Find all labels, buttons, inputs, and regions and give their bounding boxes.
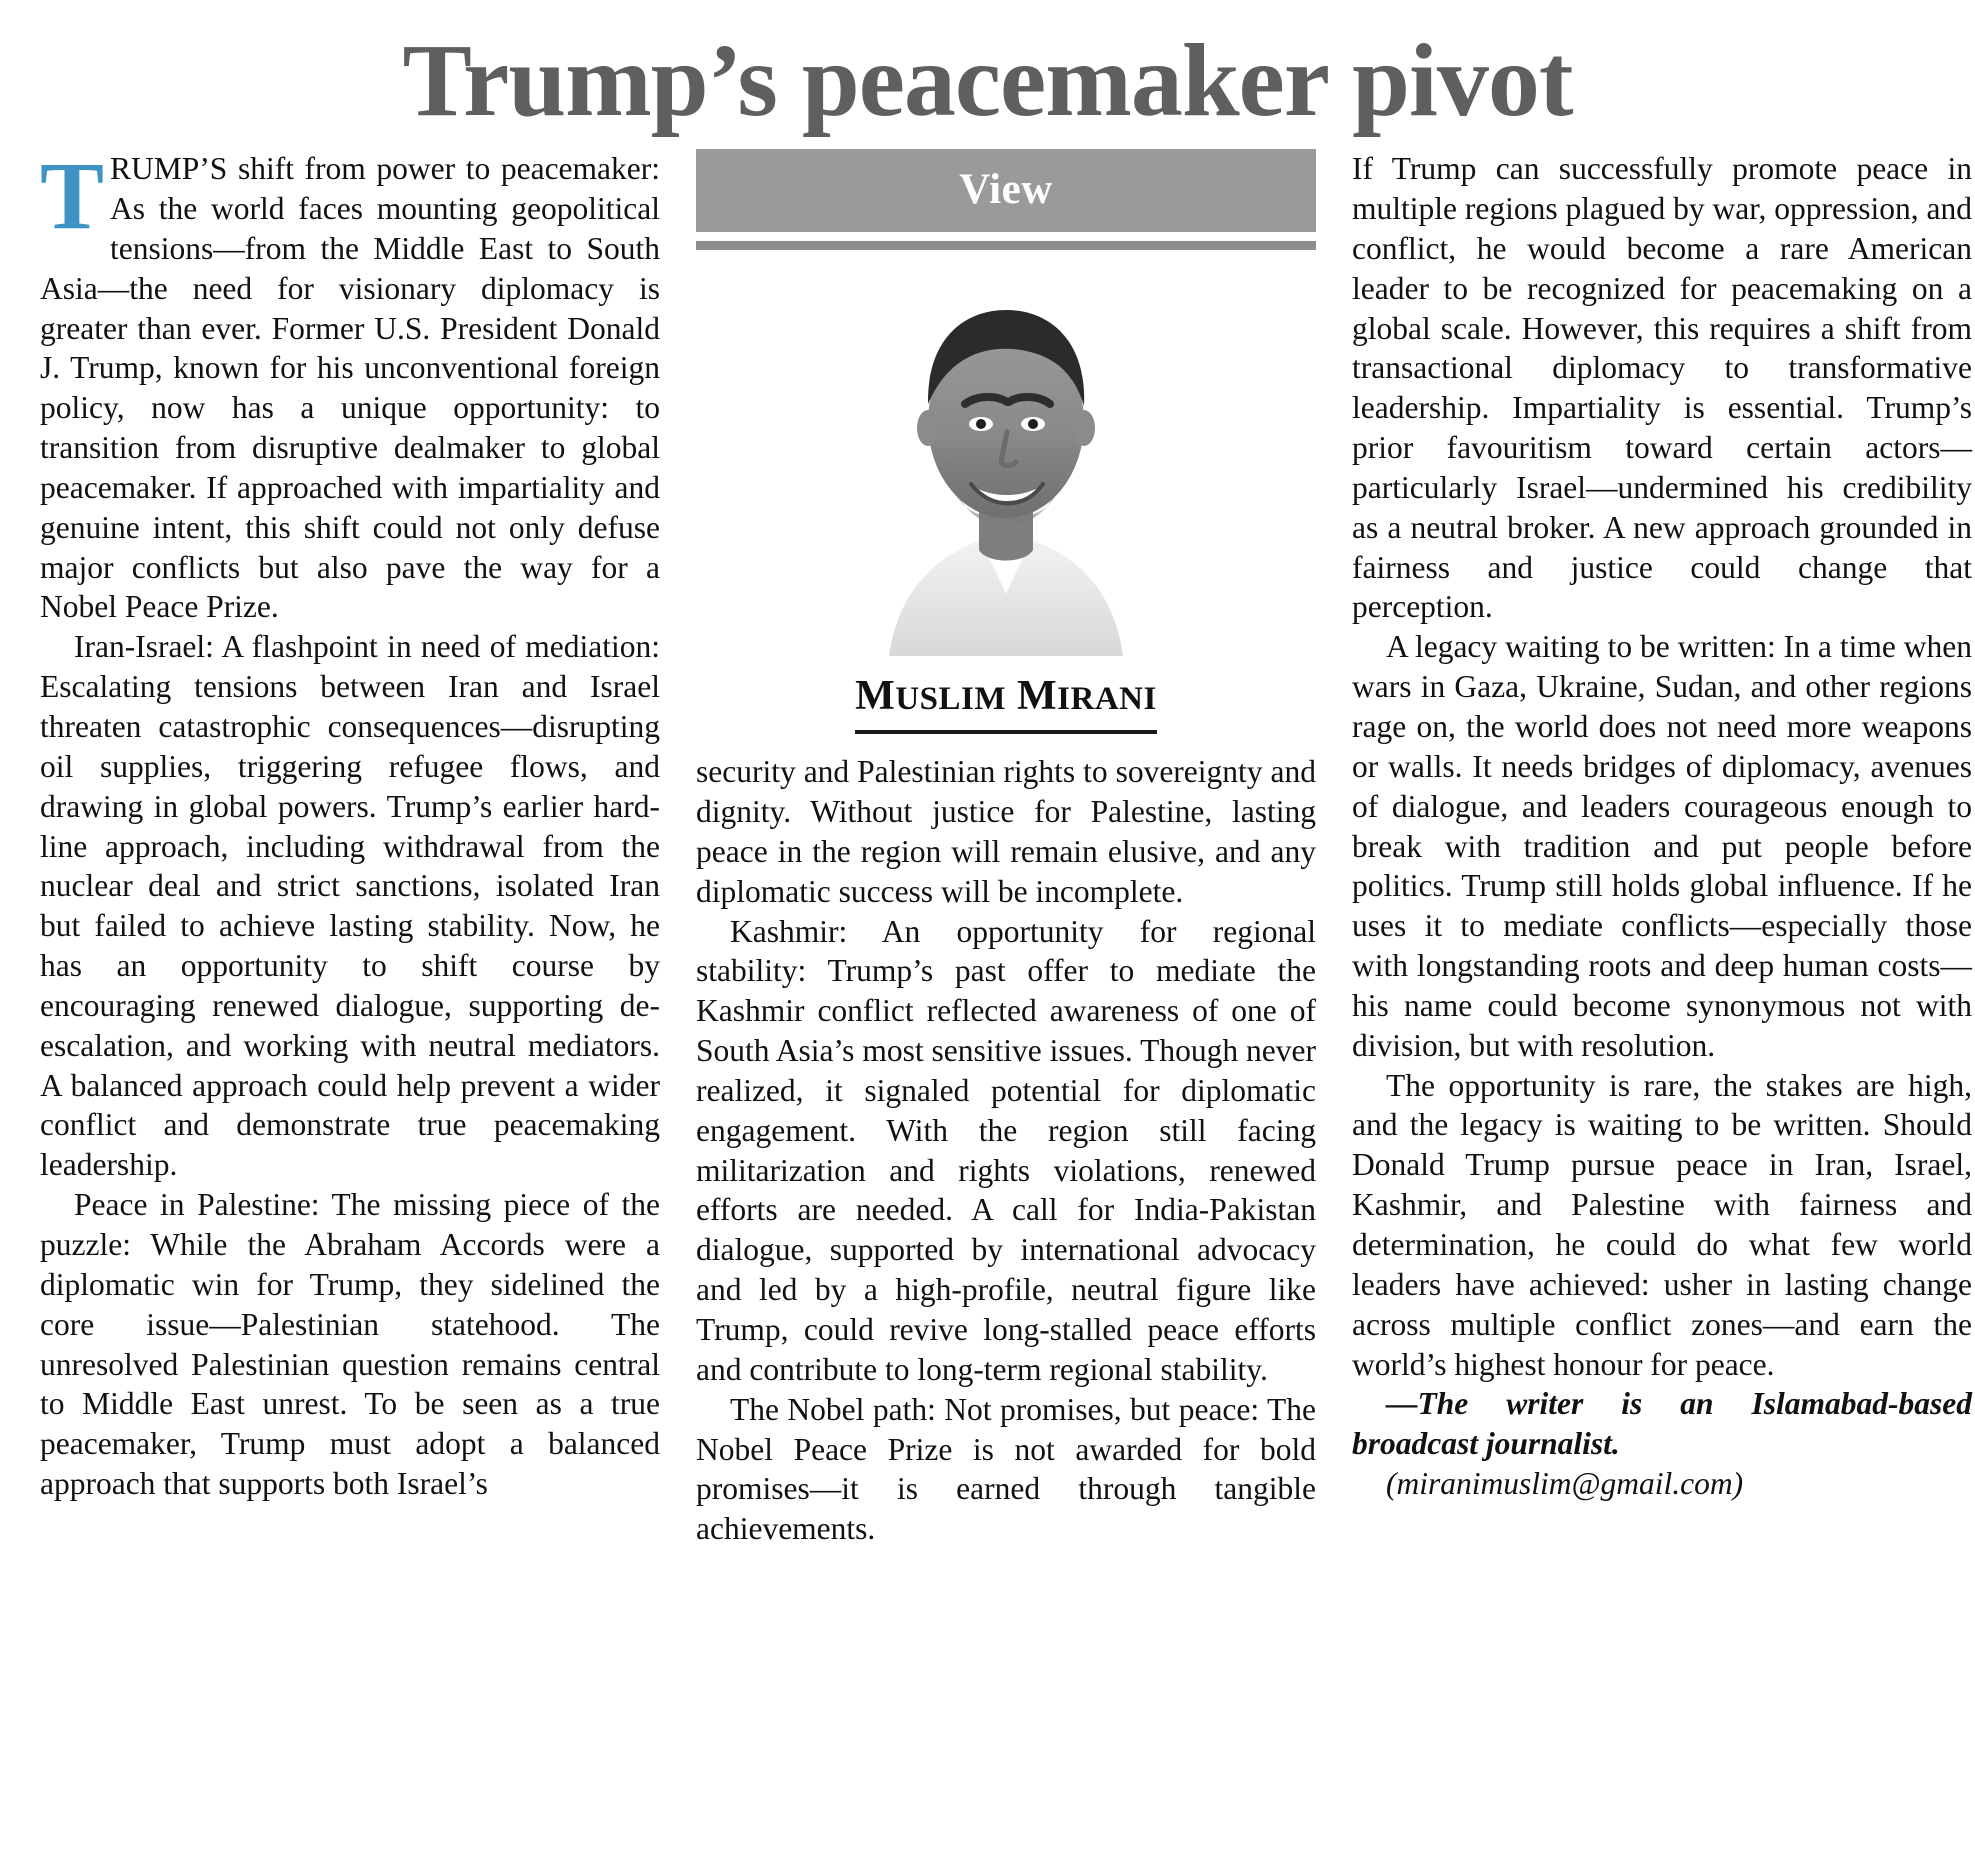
paragraph: The opportunity is rare, the stakes are high, and the legacy is waiting to be written. Should Donald Trump pursue peace in Iran, Israel, Kashmir, and Palestine with fairness and determination, he could do what few world leaders have achieved: usher in lasting change across multiple conflict zones—and earn the world’s highest honour for peace. [1352, 1067, 1972, 1382]
article-columns [30, 142, 1972, 1549]
drop-cap: T [40, 142, 105, 250]
column-three [1352, 149, 1972, 1504]
paragraph: Peace in Palestine: The missing piece of the puzzle: While the Abraham Accords were a diplomatic win for Trump, they sidelined the core issue—Palestinian statehood. The unresolved Palestinian question remains central to Middle East unrest. To be seen as a true peacemaker, Trump must adopt a balanced approach that supports both Israel’s [40, 1187, 660, 1502]
author-byline-row [696, 656, 1316, 734]
view-label: View [696, 149, 1316, 232]
page-title: Trump’s peacemaker pivot [402, 23, 1573, 138]
writer-credit: —The writer is an Islamabad-based broadcast journalist. [1352, 1386, 1972, 1462]
author-last-rest: IRANI [1057, 681, 1157, 718]
paragraph [40, 142, 660, 627]
author-portrait-wrap [696, 264, 1316, 656]
author-first-cap: M [855, 673, 896, 720]
author-first-rest: USLIM [895, 681, 1006, 718]
column-one [40, 142, 660, 1504]
paragraph: The Nobel path: Not promises, but peace: The Nobel Peace Prize is not awarded for bold promises—it is earned through tangible achievements. [696, 1391, 1316, 1547]
paragraph: Iran-Israel: A flashpoint in need of mediation: Escalating tensions between Iran and Israel threaten catastrophic consequences—disrupting oil supplies, triggering refugee flows, and drawing in global powers. Trump’s earlier hard-line approach, including withdrawal from the nuclear deal and strict sanctions, isolated Iran but failed to achieve lasting stability. Now, he has an opportunity to shift course by encouraging renewed dialogue, supporting de-escalation, and working with neutral mediators. A balanced approach could help prevent a wider conflict and demonstrate true peacemaking leadership. [40, 629, 660, 1183]
avatar [861, 264, 1151, 656]
column-two [696, 149, 1316, 1549]
author-last-cap: M [1017, 673, 1058, 720]
paragraph: If Trump can successfully promote peace in multiple regions plagued by war, oppression, and conflict, he would become a rare American leader to be recognized for peacemaking on a global scale. However, this requires a shift from transactional diplomacy to transformative leadership. Impartiality is essential. Trump’s prior favouritism toward certain actors—particularly Israel—undermined his credibility as a neutral broker. A new approach grounded in fairness and justice could change that perception. [1352, 151, 1972, 625]
author-byline [855, 672, 1157, 734]
view-rule [696, 241, 1316, 250]
paragraph: A legacy waiting to be written: In a time when wars in Gaza, Ukraine, Sudan, and other regions rage on, the world does not need more weapons or walls. It needs bridges of diplomacy, avenues of dialogue, and leaders courageous enough to break with tradition and put people before politics. Trump still holds global influence. If he uses it to mediate conflicts—especially those with longstanding roots and deep human costs—his name could become synonymous not with division, but with resolution. [1352, 629, 1972, 1063]
paragraph: security and Palestinian rights to sovereignty and dignity. Without justice for Palestine, lasting peace in the region will remain elusive, and any diplomatic success will be incomplete. [696, 754, 1316, 909]
writer-email: (miranimuslim@gmail.com) [1386, 1466, 1744, 1502]
paragraph: Kashmir: An opportunity for regional stability: Trump’s past offer to mediate the Kashmir conflict reflected awareness of one of South Asia’s most sensitive issues. Though never realized, it signaled potential for diplomatic engagement. With the region still facing militarization and rights violations, renewed efforts are needed. A call for India-Pakistan dialogue, supported by international advocacy and led by a high-profile, neutral figure like Trump, could revive long-stalled peace efforts and contribute to long-term regional stability. [696, 913, 1316, 1387]
paragraph-text: RUMP’S shift from power to peacemaker: As the world faces mounting geopolitical tensions—from the Middle East to South Asia—the need for visionary diplomacy is greater than ever. Former U.S. President Donald J. Trump, known for his unconventional foreign policy, now has a unique opportunity: to transition from disruptive dealmaker to global peacemaker. If approached with impartiality and genuine intent, this shift could not only defuse major conflicts but also pave the way for a Nobel Peace Prize. [40, 151, 660, 625]
